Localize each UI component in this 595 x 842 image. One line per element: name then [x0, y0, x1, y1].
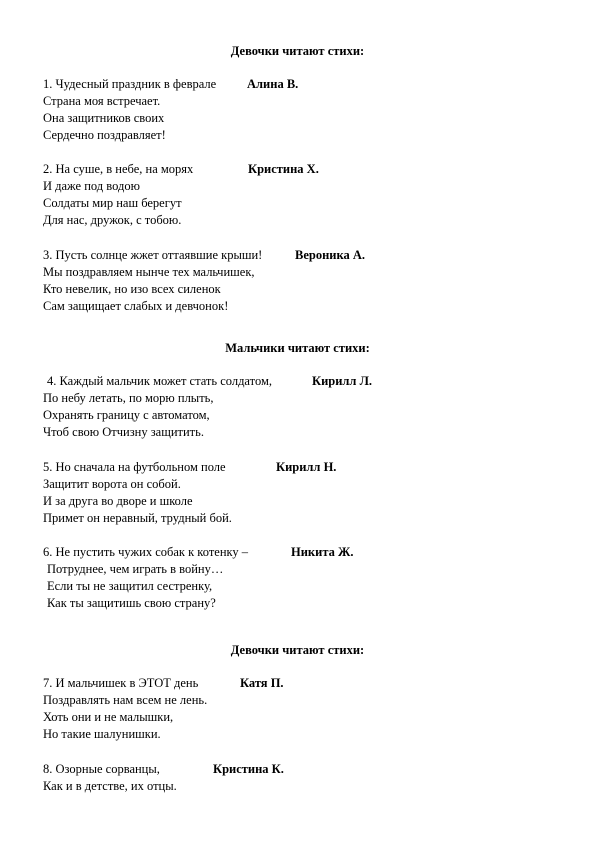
poem-line: Охранять границу с автоматом, [43, 408, 210, 422]
reader-name: Кирилл Н. [276, 460, 337, 474]
reader-name: Катя П. [240, 676, 284, 690]
poem-line: Защитит ворота он собой. [43, 477, 181, 491]
section-heading-girls-2: Девочки читают стихи: [230, 643, 365, 657]
poem-line: Хоть они и не малышки, [43, 710, 174, 724]
poem-line: Сам защищает слабых и девчонок! [43, 299, 229, 313]
reader-name: Алина В. [247, 77, 299, 91]
poem-line: 3. Пусть солнце жжет оттаявшие крыши! [43, 248, 263, 262]
reader-name: Кирилл Л. [312, 374, 373, 388]
poem-line: Страна моя встречает. [43, 94, 161, 108]
poem-line: 5. Но сначала на футбольном поле [43, 460, 226, 474]
poem-line: 2. На суше, в небе, на морях [43, 162, 194, 176]
poem-line: Сердечно поздравляет! [43, 128, 166, 142]
poem-line: Если ты не защитил сестренку, [47, 579, 213, 593]
poem-line: Примет он неравный, трудный бой. [43, 511, 232, 525]
poem-line: Мы поздравляем нынче тех мальчишек, [43, 265, 255, 279]
section-heading-girls-1: Девочки читают стихи: [230, 44, 365, 58]
poem-line: Поздравлять нам всем не лень. [43, 693, 208, 707]
poem-line: 8. Озорные сорванцы, [43, 762, 160, 776]
poem-line: 7. И мальчишек в ЭТОТ день [43, 676, 199, 690]
poem-line: Она защитников своих [43, 111, 165, 125]
poem-line: Для нас, дружок, с тобою. [43, 213, 182, 227]
reader-name: Вероника А. [295, 248, 366, 262]
poem-line: 4. Каждый мальчик может стать солдатом, [47, 374, 273, 388]
reader-name: Никита Ж. [291, 545, 354, 559]
poem-line: По небу летать, по морю плыть, [43, 391, 214, 405]
poem-line: Солдаты мир наш берегут [43, 196, 182, 210]
poem-line: Но такие шалунишки. [43, 727, 161, 741]
poem-line: Как и в детстве, их отцы. [43, 779, 177, 793]
poem-line: И даже под водою [43, 179, 140, 193]
poem-line: Потруднее, чем играть в войну… [47, 562, 224, 576]
poem-line: 1. Чудесный праздник в феврале [43, 77, 217, 91]
poem-line: Кто невелик, но изо всех силенок [43, 282, 221, 296]
poem-line: И за друга во дворе и школе [43, 494, 193, 508]
section-heading-boys: Мальчики читают стихи: [225, 341, 370, 355]
reader-name: Кристина Х. [248, 162, 319, 176]
poem-line: 6. Не пустить чужих собак к котенку – [43, 545, 249, 559]
poem-line: Как ты защитишь свою страну? [47, 596, 216, 610]
poem-line: Чтоб свою Отчизну защитить. [43, 425, 204, 439]
reader-name: Кристина К. [213, 762, 284, 776]
